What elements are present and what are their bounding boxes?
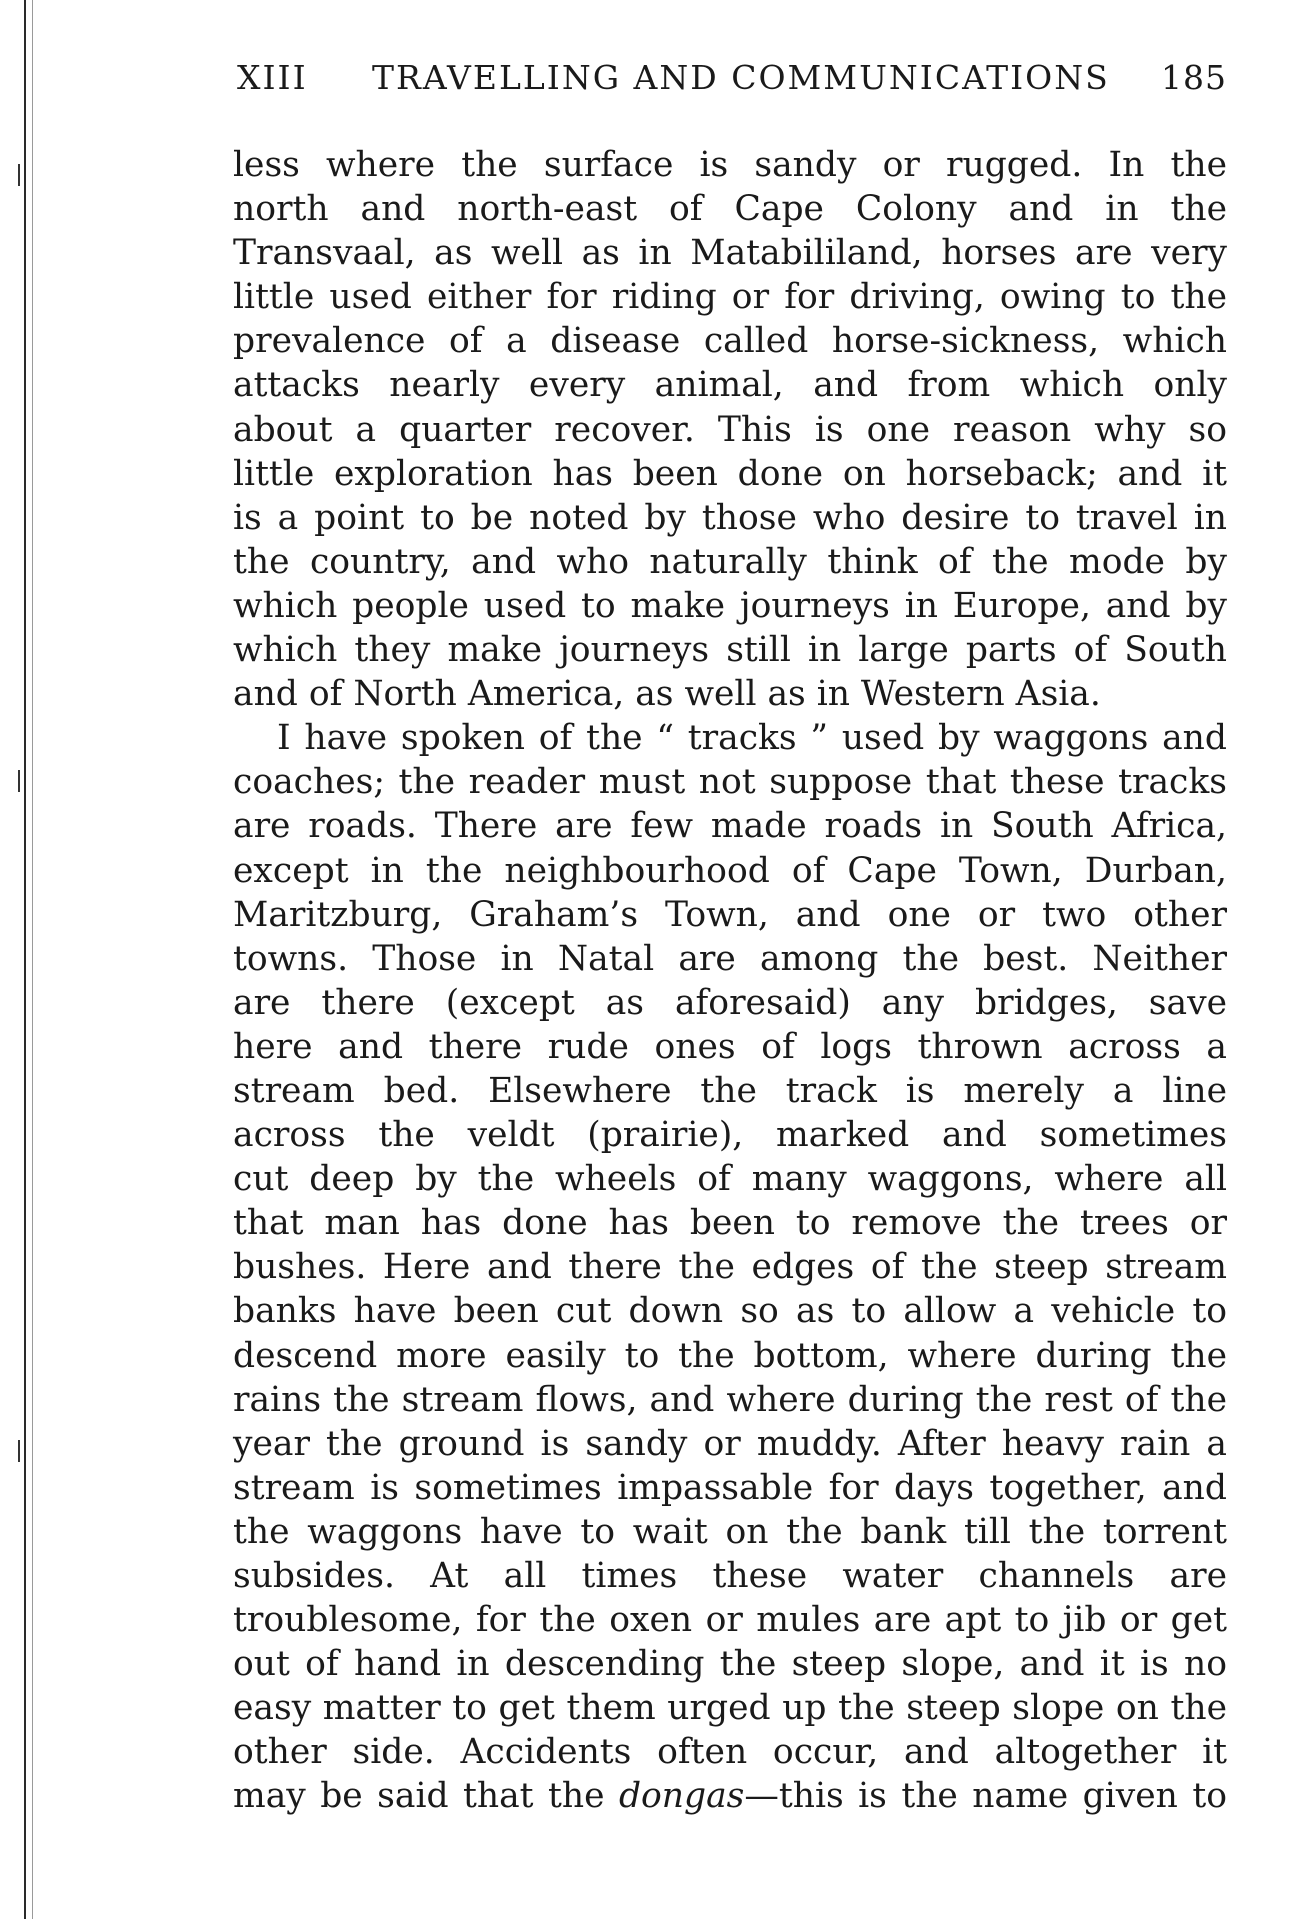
chapter-number: XIII [237,58,308,97]
text-line: prevalence of a disease called horse-sickness, which [233,321,1227,362]
text-line: rains the stream flows, and where during the rest of the [233,1379,1227,1420]
text-line: except in the neighbourhood of Cape Town, Durban, [233,850,1227,891]
text-line: the waggons have to wait on the bank till the torrent [233,1511,1227,1552]
body-text [233,143,1227,1819]
text-line: and of North America, as well as in Western Asia. [233,674,1101,715]
text-line: banks have been cut down so as to allow a vehicle to [233,1291,1227,1332]
text-line: attacks nearly every animal, and from which only [233,365,1227,406]
text-line: are roads. There are few made roads in South Africa, [233,806,1227,847]
text-line: here and there rude ones of logs thrown across a [233,1026,1227,1067]
text-line: that man has done has been to remove the trees or [233,1203,1227,1244]
text-line: other side. Accidents often occur, and altogether it [233,1732,1227,1773]
text-line: little used either for riding or for driving, owing to the [233,277,1227,318]
text-line: Maritzburg, Graham’s Town, and one or two other [233,894,1227,935]
text-line: which they make journeys still in large parts of South [233,630,1227,671]
final-line-start: may be said that the [233,1776,619,1817]
text-line: coaches; the reader must not suppose that these tracks [233,762,1227,803]
text-line: troublesome, for the oxen or mules are apt to jib or get [233,1600,1227,1641]
text-line: bushes. Here and there the edges of the steep stream [233,1247,1227,1288]
text-line: little exploration has been done on horseback; and it [233,453,1227,494]
text-line: less where the surface is sandy or rugged. In the [233,145,1227,185]
text-line-final [233,1774,1227,1818]
text-line: is a point to be noted by those who desire to travel in [233,497,1227,538]
text-line: easy matter to get them urged up the steep slope on the [233,1688,1227,1729]
text-line: descend more easily to the bottom, where during the [233,1335,1227,1376]
text-line: out of hand in descending the steep slope, and it is no [233,1644,1227,1685]
page-number: 185 [1161,58,1227,97]
text-line: the country, and who naturally think of the mode by [233,541,1227,582]
binding-mark [18,1440,34,1462]
binding-edge-shadow [32,0,33,1919]
text-line: about a quarter recover. This is one reason why so [233,409,1227,450]
text-line: which people used to make journeys in Europe, and by [233,585,1227,626]
final-line-end: —this is the name given to [744,1776,1227,1817]
text-line: subsides. At all times these water channels are [233,1556,1227,1596]
text-line: stream is sometimes impassable for days together, and [233,1467,1227,1508]
text-line: north and north-east of Cape Colony and in the [233,189,1227,230]
text-line: year the ground is sandy or muddy. After heavy rain a [233,1423,1227,1464]
running-title: TRAVELLING AND COMMUNICATIONS [372,58,1110,97]
binding-mark [18,770,34,792]
text-line: I have spoken of the “ tracks ” used by waggons and [277,718,1227,759]
text-line: are there (except as aforesaid) any bridges, save [233,982,1227,1023]
binding-mark [18,164,34,186]
text-line: stream bed. Elsewhere the track is merely a line [233,1070,1227,1111]
running-head [237,58,1227,118]
text-line: across the veldt (prairie), marked and sometimes [233,1115,1227,1156]
text-line: towns. Those in Natal are among the best. Neither [233,938,1227,979]
italic-term: dongas [618,1776,745,1817]
text-line: Transvaal, as well as in Matabililand, horses are very [233,233,1227,274]
binding-edge-line [24,0,26,1919]
text-line: cut deep by the wheels of many waggons, where all [233,1159,1227,1200]
